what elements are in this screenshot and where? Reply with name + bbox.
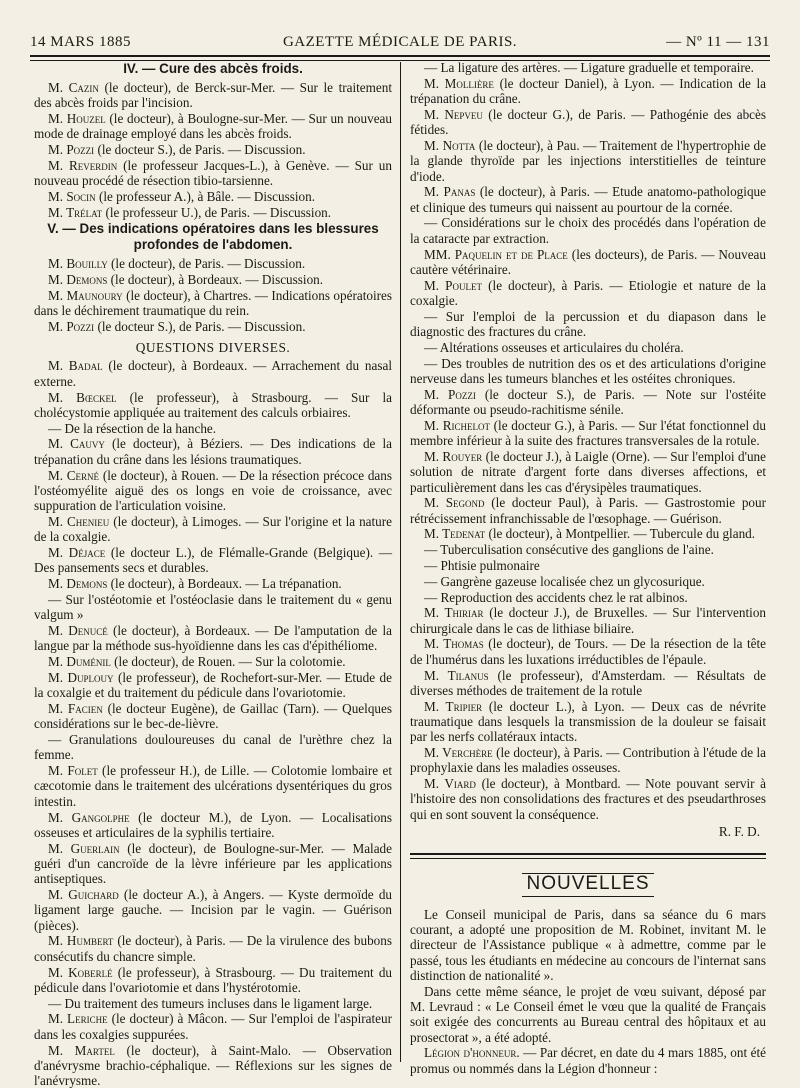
author-name: M. Guichard <box>48 887 119 903</box>
entry-paragraph <box>410 745 766 776</box>
entry-text: (le docteur Daniel), à Lyon. — Indication de la trépanation du crâne. <box>410 75 767 107</box>
author-name: M. Badal <box>48 358 103 374</box>
news-paragraph <box>410 907 766 983</box>
author-name: M. Koberlé <box>48 964 113 980</box>
entry-paragraph <box>34 111 392 142</box>
entry-paragraph <box>410 247 766 278</box>
entry-paragraph <box>34 1043 392 1088</box>
author-name: M. Tilanus <box>424 667 489 683</box>
author-name: M. Cerné <box>48 467 100 483</box>
entry-paragraph <box>34 205 392 220</box>
entry-text: (le docteur), à Chartres. — Indications opératoires dans le déchirement traumatique du rein. <box>34 287 393 319</box>
entry-paragraph <box>34 80 392 111</box>
text-paragraph: — Sur l'ostéotomie et l'ostéoclasie dans le traitement du « genu valgum » <box>34 591 392 623</box>
author-name: M. Martel <box>48 1042 115 1058</box>
author-name: M. Déjace <box>48 545 106 561</box>
entry-paragraph <box>410 668 766 699</box>
news-paragraph <box>410 984 766 1045</box>
entry-text: (le docteur), de Tours. — De la résection de la tête de l'humérus dans les luxations irréductibles de l'épaule. <box>410 636 767 667</box>
header-journal-title: GAZETTE MÉDICALE DE PARIS. <box>282 34 518 50</box>
entry-text: (le docteur J.), de Bruxelles. — Sur l'intervention chirurgicale dans le cas de lithiase biliaire. <box>410 605 767 636</box>
author-name: M. Socin <box>48 189 96 205</box>
news-text: — Par décret, en date du 4 mars 1885, ont été promus ou nommés dans la Légion d'honneur : <box>410 1045 766 1076</box>
author-name: M. Pozzi <box>48 142 95 158</box>
entry-text: (le docteur G.), à Paris. — Sur l'état fonctionnel du membre inférieur à la suite des fractures transversales de la rotule. <box>410 417 766 449</box>
entry-paragraph <box>34 887 392 933</box>
section-heading: IV. — Cure des abcès froids. <box>123 61 303 76</box>
entry-paragraph <box>34 256 392 271</box>
section-heading: V. — Des indications opératoires dans les blessures profondes de l'abdomen. <box>47 221 379 253</box>
entry-text: (le docteur S.), de Paris. — Discussion. <box>97 318 306 334</box>
entry-text: (le docteur), à Montpellier. — Tubercule du gland. <box>488 526 756 542</box>
entry-paragraph <box>34 468 392 514</box>
entry-paragraph <box>34 965 392 996</box>
text-paragraph: — Granulations douloureuses du canal de l'urèthre chez la femme. <box>34 732 392 763</box>
author-name: M. Gangolphe <box>48 809 130 825</box>
entry-paragraph <box>34 670 392 701</box>
author-name: M. Tripier <box>424 698 483 714</box>
entry-text: (le docteur), à Paris. — Contribution à l'étude de la prophylaxie dans les maladies osseuses. <box>410 745 767 776</box>
text-paragraph: — Reproduction des accidents chez le rat albinos. <box>424 589 688 605</box>
author-name: M. Nepveu <box>424 106 483 122</box>
author-name: M. Leriche <box>48 1011 108 1027</box>
entry-text: (le professeur H.), de Lille. — Colotomie lombaire et cæcotomie dans le traitement des ulcérations dysentériques du gros intestin. <box>34 763 393 809</box>
entry-text: (le docteur L.), de Flémalle-Grande (Belgique). — Des pansements secs et durables. <box>34 545 393 576</box>
entry-text: (les docteurs), de Paris. — Nouveau cautère vétérinaire. <box>410 246 766 277</box>
entry-paragraph <box>34 933 392 964</box>
news-paragraph <box>410 1045 766 1076</box>
author-name: M. Chenieu <box>48 513 110 529</box>
entry-paragraph <box>34 436 392 467</box>
column-divider <box>400 62 401 1062</box>
text-paragraph: — Du traitement des tumeurs incluses dans le ligament large. <box>48 995 373 1011</box>
author-name: M. Cazin <box>48 80 99 95</box>
author-name: M. Demons <box>48 576 108 592</box>
entry-text: (le docteur), à Bordeaux. — De l'amputation de la langue par la méthode sus-hyoïdienne dans les cas d'épithéliome. <box>34 623 392 654</box>
entry-paragraph <box>34 623 392 654</box>
entry-text: (le docteur Paul), à Paris. — Gastrostomie pour rétrécissement infranchissable de l'œsophage. — Guérison. <box>410 495 767 526</box>
entry-text: (le docteur J.), à Laigle (Orne). — Sur l'emploi d'une solution de nitrate d'argent forte dans diverses affections, et particulièrement dans les cas d'érysipèles traumatiques. <box>410 448 767 495</box>
signature: R. F. D. <box>718 824 760 840</box>
author-name: M. Facien <box>48 700 103 716</box>
author-name: M. Reverdin <box>48 157 118 173</box>
entry-paragraph <box>410 699 766 745</box>
entry-paragraph <box>34 158 392 189</box>
entry-text: (le docteur G.), de Paris. — Pathogénie des abcès fétides. <box>410 106 767 138</box>
left-column <box>34 60 393 1088</box>
author-name: M. Guerlain <box>48 840 120 856</box>
entry-text: (le professeur A.), à Bâle. — Discussion. <box>98 189 316 205</box>
entry-text: (le docteur Eugène), de Gaillac (Tarn). — Quelques considérations sur le bec-de-lièvre. <box>34 700 392 732</box>
entry-text: (le docteur), de Rouen. — Sur la colotomie. <box>114 654 346 670</box>
author-name: M. Bouilly <box>48 256 108 272</box>
entry-paragraph <box>34 545 392 576</box>
entry-text: (le professeur), à Strasbourg. — Sur la cholécystomie appliquée au traitement des calculs orbiaires. <box>34 389 392 420</box>
author-name: M. Houzel <box>48 111 106 127</box>
author-name: M. Duplouy <box>48 669 114 685</box>
entry-text: (le docteur), de Paris. — Discussion. <box>111 256 306 272</box>
entry-text: (le docteur), à Paris. — Etude anatomo-pathologique et clinique des tumeurs qui naissent au pourtour de la cornée. <box>410 184 766 215</box>
author-name: MM. Paquelin et de Place <box>424 246 568 262</box>
author-name: M. Rouyer <box>424 448 483 464</box>
news-text: Dans cette même séance, le projet de vœu suivant, déposé par M. Levraud : « Le Conseil émet le vœu que la qualité de Français soit exigée des concurrents au Bureau central des hôpitaux et au prosectorat », a été adopté. <box>410 983 766 1045</box>
text-paragraph: — Tuberculisation consécutive des ganglions de l'aine. <box>424 542 714 558</box>
author-name: M. Richelot <box>424 417 490 433</box>
text-paragraph: — Sur l'emploi de la percussion et du diapason dans le diagnostic des fractures du crâne. <box>410 308 766 340</box>
author-name: M. Thomas <box>424 636 484 652</box>
entry-paragraph <box>410 184 766 215</box>
entry-paragraph <box>34 272 392 287</box>
entry-paragraph <box>410 138 766 184</box>
entry-paragraph <box>410 776 766 822</box>
author-name: M. Cauvy <box>48 436 105 452</box>
entry-paragraph <box>34 701 392 732</box>
entry-paragraph <box>34 514 392 545</box>
author-name: M. Segond <box>424 495 485 511</box>
author-name: M. Pozzi <box>424 386 476 402</box>
entry-paragraph <box>34 763 392 809</box>
entry-text: (le docteur), à Rouen. — De la résection précoce dans l'ostéomyélite aiguë des os longs en voie de croissance, avec suppuration de l'articulation voisine. <box>34 467 393 514</box>
news-lead: Légion d'honneur. <box>424 1045 520 1061</box>
text-paragraph: — Gangrène gazeuse localisée chez un glycosurique. <box>424 573 705 589</box>
header-issue-page: — Nº 11 — 131 <box>666 34 770 50</box>
entry-paragraph <box>410 526 766 541</box>
entry-text: (le docteur), à Béziers. — Des indications de la trépanation du crâne dans les lésions traumatiques. <box>34 436 393 467</box>
entry-text: (le docteur), à Bordeaux. — La trépanation. <box>110 576 342 592</box>
author-name: M. Bœckel <box>48 389 117 405</box>
author-name: M. Denucé <box>48 623 108 638</box>
text-paragraph: — Des troubles de nutrition des os et des articulations d'origine nerveuse dans les tumeurs blanches et les ostéites chroniques. <box>410 355 766 386</box>
entry-text: (le professeur U.), de Paris. — Discussion. <box>105 204 332 220</box>
text-paragraph: — Phtisie pulmonaire <box>424 558 540 573</box>
entry-text: (le docteur), à Saint-Malo. — Observation d'anévrysme brachio-céphalique. — Réflexions sur les signes de l'anévrysme. <box>34 1042 393 1088</box>
entry-text: (le docteur), de Boulogne-sur-Mer. — Malade guéri d'un cancroïde de la lèvre inférieure par les applications antiseptiques. <box>34 840 393 887</box>
entry-paragraph <box>34 654 392 669</box>
entry-text: (le docteur), à Bordeaux. — Arrachement du nasal externe. <box>34 358 392 389</box>
entry-paragraph <box>34 841 392 887</box>
entry-text: (le docteur), à Paris. — Etiologie et nature de la coxalgie. <box>410 277 766 308</box>
subsection-heading: QUESTIONS DIVERSES. <box>135 340 291 356</box>
entry-text: (le docteur), à Paris. — De la virulence des bubons consécutifs du chancre simple. <box>34 933 392 964</box>
entry-text: (le docteur), à Bordeaux. — Discussion. <box>110 271 324 287</box>
entry-text: (le professeur Jacques-L.), à Genève. — Sur un nouveau procédé de résection tibio-tarsienne. <box>34 157 392 189</box>
author-name: M. Demons <box>48 271 108 287</box>
entry-paragraph <box>34 1011 392 1042</box>
entry-paragraph <box>34 810 392 841</box>
section-separator <box>410 853 766 859</box>
entry-paragraph <box>410 387 766 418</box>
author-name: M. Panas <box>424 184 476 200</box>
entry-text: (le docteur), à Montbard. — Note pouvant servir à l'histoire des non consolidations des fractures et des pseudarthroses qui en sont souvent la conséquence. <box>410 776 766 822</box>
header-date: 14 MARS 1885 <box>30 34 132 50</box>
author-name: M. Verchère <box>424 745 493 761</box>
entry-paragraph <box>410 495 766 526</box>
entry-paragraph <box>410 636 766 667</box>
entry-paragraph <box>410 107 766 138</box>
author-name: M. Humbert <box>48 933 114 949</box>
entry-paragraph <box>34 319 392 334</box>
entry-text: (le docteur L.), à Lyon. — Deux cas de névrite traumatique dans lesquels la transmission de la douleur se faisait par les nerfs collatéraux intacts. <box>410 698 766 745</box>
text-paragraph: — Altérations osseuses et articulaires du choléra. <box>424 339 684 355</box>
entry-paragraph <box>34 390 392 421</box>
author-name: M. Pozzi <box>48 318 95 334</box>
entry-text: (le docteur), à Boulogne-sur-Mer. — Sur un nouveau mode de drainage employé dans les abcès froids. <box>34 111 392 142</box>
text-paragraph: — De la résection de la hanche. <box>48 420 217 436</box>
entry-text: (le professeur), de Rochefort-sur-Mer. — Etude de la coxalgie et du traitement du pédicule dans l'ovariotomie. <box>34 669 392 701</box>
news-text: Le Conseil municipal de Paris, dans sa séance du 6 mars courant, a adopté une proposition de M. Robinet, invitant M. le directeur de l'Assistance publique « à admettre, comme par le passé, tous les étudiants en médecine au concours de l'internat sans distinction de nationalité ». <box>410 906 766 983</box>
entry-text: (le docteur), de Berck-sur-Mer. — Sur le traitement des abcès froids par l'incision. <box>34 80 393 111</box>
right-column <box>410 60 767 1076</box>
entry-text: (le docteur S.), de Paris. — Discussion. <box>97 142 306 158</box>
entry-paragraph <box>34 142 392 157</box>
entry-paragraph <box>34 189 392 204</box>
entry-text: (le docteur) à Mâcon. — Sur l'emploi de l'aspirateur dans les coxalgies suppurées. <box>34 1011 392 1042</box>
text-paragraph: — La ligature des artères. — Ligature graduelle et temporaire. <box>424 60 754 75</box>
text-paragraph: — Considérations sur le choix des procédés dans l'opération de la cataracte par extraction. <box>410 215 766 246</box>
author-name: M. Folet <box>48 763 98 779</box>
author-name: M. Poulet <box>424 277 482 293</box>
entry-paragraph <box>410 76 766 107</box>
entry-paragraph <box>34 288 392 319</box>
author-name: M. Trélat <box>48 204 103 220</box>
nouvelles-heading: NOUVELLES <box>522 873 654 896</box>
entry-text: (le professeur), à Strasbourg. — Du traitement du pédicule dans l'ovariotomie et dans l'hystérotomie. <box>34 964 393 995</box>
entry-text: (le docteur A.), à Angers. — Kyste dermoïde du ligament large gauche. — Incision par le vagin. — Guérison (pièces). <box>34 887 393 933</box>
entry-paragraph <box>410 449 766 495</box>
entry-text: (le docteur), à Limoges. — Sur l'origine et la nature de la coxalgie. <box>34 513 393 545</box>
entry-text: (le docteur M.), de Lyon. — Localisations osseuses et articulaires de la syphilis tertiaire. <box>34 809 393 840</box>
entry-text: (le professeur), d'Amsterdam. — Résultats de diverses méthodes de traitement de la rotule <box>410 667 767 698</box>
author-name: M. Tedenat <box>424 526 486 542</box>
entry-text: (le docteur S.), de Paris. — Note sur l'ostéite déformante ou pseudo-rachitisme sénile. <box>410 386 766 418</box>
entry-paragraph <box>34 576 392 591</box>
entry-paragraph <box>410 605 766 636</box>
entry-paragraph <box>410 418 766 449</box>
page-header <box>30 8 770 54</box>
author-name: M. Mollière <box>424 75 494 91</box>
entry-text: (le docteur), à Pau. — Traitement de l'hypertrophie de la glande thyroïde par les injections interstitielles de teinture d'iode. <box>410 137 766 184</box>
author-name: M. Viard <box>424 776 476 792</box>
author-name: M. Thiriar <box>424 605 484 621</box>
entry-paragraph <box>34 358 392 389</box>
entry-paragraph <box>410 278 766 309</box>
author-name: M. Notta <box>424 137 476 153</box>
author-name: M. Maunoury <box>48 287 123 303</box>
author-name: M. Duménil <box>48 654 111 670</box>
